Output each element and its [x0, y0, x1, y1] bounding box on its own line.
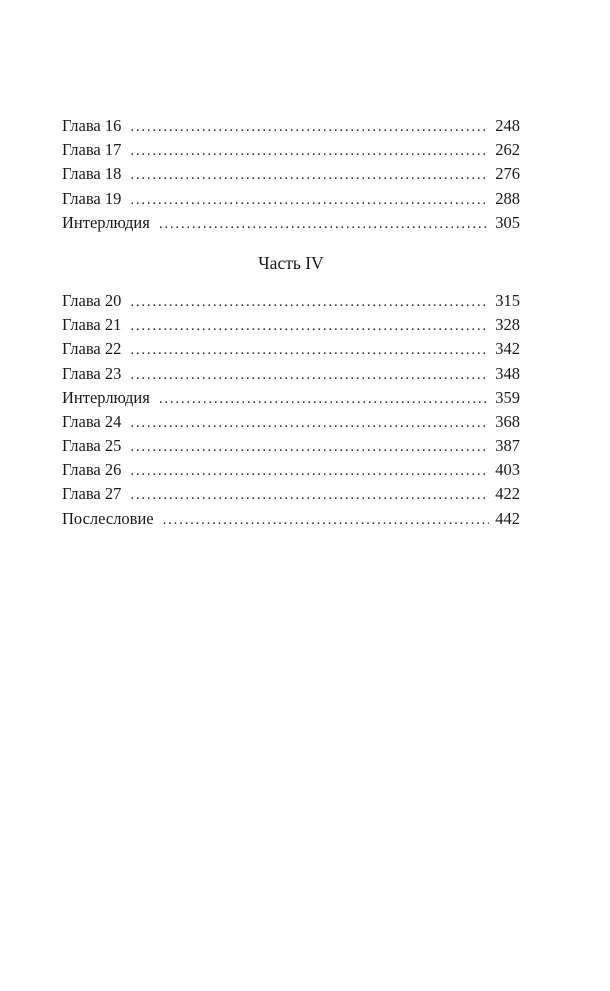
toc-entry-title: Интерлюдия	[62, 212, 150, 232]
toc-entry[interactable]	[62, 138, 520, 162]
toc-entry-title: Послесловие	[62, 508, 154, 528]
toc-entry[interactable]	[62, 289, 520, 313]
toc-entry-page: 315	[495, 290, 520, 310]
toc-entry[interactable]	[62, 410, 520, 434]
toc-dot-leader	[130, 338, 489, 362]
toc-entry-title: Глава 21	[62, 315, 122, 335]
toc-entry-page: 348	[495, 363, 520, 383]
toc-entry[interactable]	[62, 482, 520, 506]
toc-entry[interactable]	[62, 458, 520, 482]
toc-entry-title: Интерлюдия	[62, 387, 150, 407]
toc-entry[interactable]	[62, 187, 520, 211]
toc-entry-page: 305	[495, 212, 520, 232]
toc-entry-page: 422	[495, 484, 520, 504]
toc-entry-title: Глава 26	[62, 460, 122, 480]
toc-entry[interactable]	[62, 386, 520, 410]
toc-dot-leader	[130, 363, 489, 387]
toc-dot-leader	[163, 508, 490, 532]
toc-entry[interactable]	[62, 114, 520, 138]
toc-entry-page: 328	[495, 315, 520, 335]
toc-entry[interactable]	[62, 313, 520, 337]
toc-entry[interactable]	[62, 507, 520, 531]
toc-dot-leader	[159, 212, 489, 236]
toc-dot-leader	[159, 387, 489, 411]
toc-entry-title: Глава 18	[62, 164, 122, 184]
toc-dot-leader	[130, 139, 489, 163]
toc-entry-title: Глава 19	[62, 188, 122, 208]
part-heading: Часть IV	[258, 252, 324, 273]
toc-entry-page: 262	[495, 140, 520, 160]
toc-entry-title: Глава 24	[62, 411, 122, 431]
toc-group-part-3	[62, 114, 520, 235]
toc-entry-page: 387	[495, 436, 520, 456]
toc-entry-title: Глава 16	[62, 116, 122, 135]
toc-entry-page: 442	[495, 508, 520, 528]
toc-entry[interactable]	[62, 211, 520, 235]
toc-dot-leader	[130, 314, 489, 338]
toc-entry-page: 288	[495, 188, 520, 208]
toc-entry-page: 248	[495, 116, 520, 135]
toc-dot-leader	[130, 483, 489, 507]
toc-dot-leader	[130, 163, 489, 187]
toc-dot-leader	[130, 411, 489, 435]
toc-dot-leader	[130, 435, 489, 459]
toc-entry[interactable]	[62, 362, 520, 386]
toc-entry-title: Глава 25	[62, 436, 122, 456]
toc-entry-title: Глава 20	[62, 290, 122, 310]
toc-entry-title: Глава 27	[62, 484, 122, 504]
toc-dot-leader	[130, 459, 489, 483]
toc-entry-title: Глава 17	[62, 140, 122, 160]
table-of-contents	[62, 114, 520, 531]
toc-entry[interactable]	[62, 337, 520, 361]
toc-entry-page: 403	[495, 460, 520, 480]
toc-entry-title: Глава 22	[62, 339, 122, 359]
toc-entry-title: Глава 23	[62, 363, 122, 383]
toc-entry-page: 368	[495, 411, 520, 431]
toc-dot-leader	[130, 290, 489, 314]
toc-entry-page: 342	[495, 339, 520, 359]
toc-dot-leader	[130, 188, 489, 212]
toc-group-part-4	[62, 289, 520, 531]
toc-entry[interactable]	[62, 162, 520, 186]
toc-entry[interactable]	[62, 434, 520, 458]
toc-entry-page: 276	[495, 164, 520, 184]
toc-dot-leader	[130, 115, 489, 139]
toc-entry-page: 359	[495, 387, 520, 407]
